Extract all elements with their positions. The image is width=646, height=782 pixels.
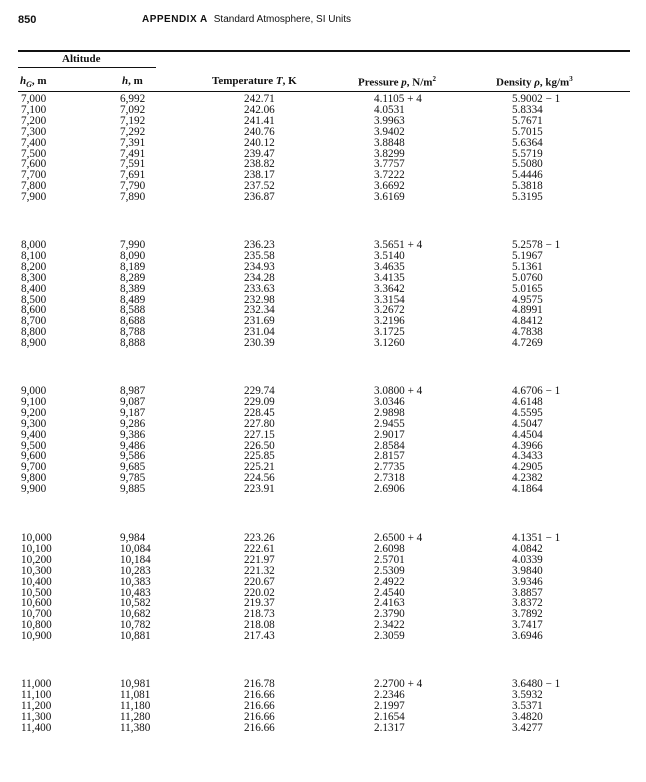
pressure-cell: 2.6098	[374, 542, 405, 555]
density-cell: 4.5595	[512, 406, 543, 419]
geopotential-altitude-cell: 10,084	[120, 542, 151, 555]
geometric-altitude-cell: 9,600	[21, 450, 47, 463]
geopotential-altitude-cell: 10,981	[120, 678, 151, 690]
pressure-cell: 2.2700 + 4	[374, 678, 423, 690]
header-temperature: Temperature T, K	[212, 75, 297, 87]
geometric-altitude-cell: 10,200	[21, 553, 52, 566]
geometric-altitude-cell: 8,800	[21, 326, 47, 339]
temperature-cell: 238.82	[244, 158, 275, 171]
density-cell: 3.8372	[512, 597, 543, 610]
geometric-altitude-cell: 7,600	[21, 158, 47, 171]
pressure-cell: 3.4635	[374, 260, 405, 273]
pressure-cell: 2.9898	[374, 406, 405, 419]
pressure-cell: 3.7757	[374, 158, 405, 171]
density-cell: 4.4504	[512, 428, 543, 441]
geopotential-altitude-cell: 8,588	[120, 304, 146, 317]
geopotential-altitude-cell: 8,489	[120, 293, 146, 306]
temperature-cell: 216.78	[244, 678, 275, 690]
density-cell: 5.1361	[512, 260, 543, 273]
page-header	[18, 14, 628, 30]
geopotential-altitude-cell: 6,992	[120, 93, 146, 105]
temperature-cell: 224.56	[244, 472, 275, 485]
temperature-cell: 222.61	[244, 542, 275, 555]
pressure-cell: 2.3059	[374, 630, 405, 643]
temperature-cell: 232.98	[244, 293, 275, 306]
density-cell: 5.0165	[512, 282, 543, 295]
density-cell: 3.9346	[512, 575, 543, 588]
geopotential-altitude-cell: 7,491	[120, 147, 146, 160]
geopotential-altitude-cell: 9,187	[120, 406, 146, 419]
temperature-cell: 223.26	[244, 532, 275, 544]
geopotential-altitude-cell: 9,685	[120, 461, 146, 474]
geopotential-altitude-cell: 10,782	[120, 619, 151, 632]
geometric-altitude-cell: 8,300	[21, 271, 47, 284]
density-cell: 5.3195	[512, 191, 543, 204]
geopotential-altitude-cell: 10,682	[120, 608, 151, 621]
pressure-cell: 3.3642	[374, 282, 405, 295]
geometric-altitude-cell: 11,400	[21, 721, 52, 734]
geopotential-altitude-cell: 8,788	[120, 326, 146, 339]
geometric-altitude-cell: 11,300	[21, 710, 52, 723]
geopotential-altitude-cell: 8,987	[120, 385, 146, 397]
density-cell: 3.7417	[512, 619, 543, 632]
pressure-cell: 4.0531	[374, 103, 405, 116]
geometric-altitude-cell: 10,600	[21, 597, 52, 610]
density-cell: 3.6480 − 1	[512, 678, 561, 690]
pressure-cell: 2.3790	[374, 608, 405, 621]
density-cell: 4.3966	[512, 439, 543, 452]
pressure-cell: 3.7222	[374, 169, 405, 182]
temperature-cell: 229.74	[244, 385, 275, 397]
temperature-cell: 216.66	[244, 688, 275, 701]
geopotential-altitude-cell: 7,292	[120, 125, 146, 138]
geometric-altitude-cell: 10,400	[21, 575, 52, 588]
temperature-cell: 218.73	[244, 608, 275, 621]
appendix-label: APPENDIX A	[142, 14, 208, 25]
temperature-cell: 226.50	[244, 439, 275, 452]
header-geopotential-altitude: h, m	[122, 75, 143, 87]
geometric-altitude-cell: 8,500	[21, 293, 47, 306]
geometric-altitude-cell: 7,700	[21, 169, 47, 182]
geopotential-altitude-cell: 7,192	[120, 114, 146, 127]
geopotential-altitude-cell: 8,389	[120, 282, 146, 295]
density-cell: 4.0339	[512, 553, 543, 566]
temperature-cell: 219.37	[244, 597, 275, 610]
temperature-cell: 242.71	[244, 93, 275, 105]
pressure-cell: 2.8584	[374, 439, 405, 452]
geometric-altitude-cell: 8,900	[21, 337, 47, 350]
temperature-cell: 237.52	[244, 180, 275, 193]
temperature-cell: 236.23	[244, 239, 275, 251]
pressure-cell: 3.6692	[374, 180, 405, 193]
density-cell: 3.4277	[512, 721, 543, 734]
geometric-altitude-cell: 9,900	[21, 483, 47, 496]
temperature-cell: 216.66	[244, 721, 275, 734]
density-cell: 4.6148	[512, 395, 543, 408]
temperature-cell: 240.12	[244, 136, 275, 149]
density-cell: 5.2578 − 1	[512, 239, 561, 251]
density-cell: 5.1967	[512, 249, 543, 262]
density-cell: 4.2382	[512, 472, 543, 485]
pressure-cell: 2.6906	[374, 483, 405, 496]
temperature-cell: 216.66	[244, 699, 275, 712]
temperature-cell: 228.45	[244, 406, 275, 419]
temperature-cell: 227.15	[244, 428, 275, 441]
geopotential-altitude-cell: 10,582	[120, 597, 151, 610]
geometric-altitude-cell: 9,200	[21, 406, 47, 419]
geometric-altitude-cell: 7,000	[21, 93, 47, 105]
density-cell: 5.7015	[512, 125, 543, 138]
header-geometric-altitude: $h_G$, m	[20, 75, 47, 90]
pressure-cell: 3.4135	[374, 271, 405, 284]
density-cell: 4.6706 − 1	[512, 385, 561, 397]
temperature-cell: 242.06	[244, 103, 275, 116]
temperature-cell: 221.97	[244, 553, 275, 566]
pressure-cell: 3.6169	[374, 191, 405, 204]
geometric-altitude-cell: 10,100	[21, 542, 52, 555]
pressure-cell: 2.8157	[374, 450, 405, 463]
geometric-altitude-cell: 11,000	[21, 678, 52, 690]
geopotential-altitude-cell: 9,486	[120, 439, 146, 452]
density-cell: 3.5371	[512, 699, 543, 712]
density-cell: 4.3433	[512, 450, 543, 463]
pressure-cell: 3.9402	[374, 125, 405, 138]
header-density: Density ρ, $kg/m^3$	[496, 75, 573, 89]
geometric-altitude-cell: 8,000	[21, 239, 47, 251]
geopotential-altitude-cell: 9,785	[120, 472, 146, 485]
geopotential-altitude-cell: 7,092	[120, 103, 146, 116]
density-cell: 5.6364	[512, 136, 543, 149]
geometric-altitude-cell: 9,700	[21, 461, 47, 474]
geometric-altitude-cell: 7,100	[21, 103, 47, 116]
pressure-cell: 3.1725	[374, 326, 405, 339]
temperature-cell: 230.39	[244, 337, 275, 350]
density-cell: 3.8857	[512, 586, 543, 599]
density-cell: 5.0760	[512, 271, 543, 284]
density-cell: 5.8334	[512, 103, 543, 116]
pressure-cell: 2.1997	[374, 699, 405, 712]
density-cell: 4.7269	[512, 337, 543, 350]
geometric-altitude-cell: 10,700	[21, 608, 52, 621]
geometric-altitude-cell: 7,500	[21, 147, 47, 160]
geopotential-altitude-cell: 7,391	[120, 136, 146, 149]
density-cell: 4.8412	[512, 315, 543, 328]
pressure-cell: 2.3422	[374, 619, 405, 632]
geometric-altitude-cell: 7,200	[21, 114, 47, 127]
pressure-cell: 3.0346	[374, 395, 405, 408]
geometric-altitude-cell: 8,700	[21, 315, 47, 328]
pressure-cell: 4.1105 + 4	[374, 93, 422, 105]
density-cell: 5.9002 − 1	[512, 93, 561, 105]
pressure-cell: 2.7735	[374, 461, 405, 474]
geopotential-altitude-cell: 9,586	[120, 450, 146, 463]
temperature-cell: 241.41	[244, 114, 275, 127]
density-cell: 4.8991	[512, 304, 543, 317]
geometric-altitude-cell: 9,100	[21, 395, 47, 408]
temperature-cell: 218.08	[244, 619, 275, 632]
temperature-cell: 221.32	[244, 564, 275, 577]
geometric-altitude-cell: 7,400	[21, 136, 47, 149]
geopotential-altitude-cell: 10,383	[120, 575, 151, 588]
pressure-cell: 2.4163	[374, 597, 405, 610]
geometric-altitude-cell: 10,900	[21, 630, 52, 643]
running-title	[142, 14, 351, 25]
geopotential-altitude-cell: 10,483	[120, 586, 151, 599]
temperature-cell: 232.34	[244, 304, 275, 317]
density-cell: 5.5080	[512, 158, 543, 171]
geopotential-altitude-cell: 7,691	[120, 169, 146, 182]
pressure-cell: 2.5309	[374, 564, 405, 577]
pressure-cell: 2.2346	[374, 688, 405, 701]
temperature-cell: 217.43	[244, 630, 275, 643]
geopotential-altitude-cell: 7,990	[120, 239, 146, 251]
geometric-altitude-cell: 9,800	[21, 472, 47, 485]
geopotential-altitude-cell: 11,180	[120, 699, 151, 712]
geometric-altitude-cell: 9,400	[21, 428, 47, 441]
table-top-rule	[18, 50, 630, 52]
geometric-altitude-cell: 10,000	[21, 532, 52, 544]
temperature-cell: 240.76	[244, 125, 275, 138]
geopotential-altitude-cell: 9,286	[120, 417, 146, 430]
density-cell: 3.9840	[512, 564, 543, 577]
geopotential-altitude-cell: 9,386	[120, 428, 146, 441]
pressure-cell: 2.6500 + 4	[374, 532, 423, 544]
geometric-altitude-cell: 9,300	[21, 417, 47, 430]
geometric-altitude-cell: 8,400	[21, 282, 47, 295]
pressure-cell: 3.9963	[374, 114, 405, 127]
temperature-cell: 235.58	[244, 249, 275, 262]
geopotential-altitude-cell: 10,184	[120, 553, 151, 566]
temperature-cell: 229.09	[244, 395, 275, 408]
pressure-cell: 3.1260	[374, 337, 405, 350]
pressure-cell: 2.1654	[374, 710, 405, 723]
altitude-group-rule	[18, 67, 156, 68]
pressure-cell: 2.9017	[374, 428, 405, 441]
geopotential-altitude-cell: 8,888	[120, 337, 146, 350]
altitude-group-label: Altitude	[62, 53, 101, 65]
geometric-altitude-cell: 8,100	[21, 249, 47, 262]
pressure-cell: 3.5651 + 4	[374, 239, 423, 251]
temperature-cell: 231.69	[244, 315, 275, 328]
pressure-cell: 3.8299	[374, 147, 405, 160]
pressure-cell: 2.1317	[374, 721, 405, 734]
density-cell: 4.7838	[512, 326, 543, 339]
temperature-cell: 223.91	[244, 483, 275, 496]
temperature-cell: 234.93	[244, 260, 275, 273]
pressure-cell: 3.0800 + 4	[374, 385, 423, 397]
geopotential-altitude-cell: 8,189	[120, 260, 146, 273]
geometric-altitude-cell: 7,300	[21, 125, 47, 138]
temperature-cell: 220.02	[244, 586, 275, 599]
geometric-altitude-cell: 11,200	[21, 699, 52, 712]
appendix-title: Standard Atmosphere, SI Units	[213, 14, 352, 25]
density-cell: 4.2905	[512, 461, 543, 474]
pressure-cell: 2.4922	[374, 575, 405, 588]
density-cell: 3.7892	[512, 608, 543, 621]
density-cell: 3.6946	[512, 630, 543, 643]
temperature-cell: 233.63	[244, 282, 275, 295]
page-number: 850	[18, 14, 37, 26]
geometric-altitude-cell: 8,200	[21, 260, 47, 273]
pressure-cell: 2.4540	[374, 586, 405, 599]
density-cell: 4.1351 − 1	[512, 532, 561, 544]
density-cell: 5.4446	[512, 169, 543, 182]
pressure-cell: 3.8848	[374, 136, 405, 149]
geometric-altitude-cell: 8,600	[21, 304, 47, 317]
temperature-cell: 225.21	[244, 461, 275, 474]
pressure-cell: 3.3154	[374, 293, 405, 306]
density-cell: 5.7671	[512, 114, 543, 127]
geometric-altitude-cell: 9,500	[21, 439, 47, 452]
header-bottom-rule	[18, 91, 630, 92]
temperature-cell: 216.66	[244, 710, 275, 723]
temperature-cell: 236.87	[244, 191, 275, 204]
geopotential-altitude-cell: 8,289	[120, 271, 146, 284]
geopotential-altitude-cell: 8,090	[120, 249, 146, 262]
density-cell: 4.9575	[512, 293, 543, 306]
geopotential-altitude-cell: 11,081	[120, 688, 151, 701]
temperature-cell: 220.67	[244, 575, 275, 588]
header-pressure: Pressure p, $N/m^2$	[358, 75, 436, 89]
geopotential-altitude-cell: 9,087	[120, 395, 146, 408]
density-cell: 4.5047	[512, 417, 543, 430]
geometric-altitude-cell: 10,500	[21, 586, 52, 599]
geopotential-altitude-cell: 9,885	[120, 483, 146, 496]
density-cell: 4.1864	[512, 483, 543, 496]
density-cell: 5.5719	[512, 147, 543, 160]
geometric-altitude-cell: 7,800	[21, 180, 47, 193]
temperature-cell: 231.04	[244, 326, 275, 339]
geopotential-altitude-cell: 11,380	[120, 721, 151, 734]
pressure-cell: 2.9455	[374, 417, 405, 430]
temperature-cell: 234.28	[244, 271, 275, 284]
geopotential-altitude-cell: 7,790	[120, 180, 146, 193]
pressure-cell: 3.2196	[374, 315, 405, 328]
temperature-cell: 227.80	[244, 417, 275, 430]
geopotential-altitude-cell: 7,591	[120, 158, 146, 171]
geopotential-altitude-cell: 9,984	[120, 532, 146, 544]
pressure-cell: 2.7318	[374, 472, 405, 485]
temperature-cell: 239.47	[244, 147, 275, 160]
geometric-altitude-cell: 9,000	[21, 385, 47, 397]
geopotential-altitude-cell: 7,890	[120, 191, 146, 204]
pressure-cell: 3.2672	[374, 304, 405, 317]
geometric-altitude-cell: 10,300	[21, 564, 52, 577]
geometric-altitude-cell: 11,100	[21, 688, 52, 701]
pressure-cell: 2.5701	[374, 553, 405, 566]
geometric-altitude-cell: 7,900	[21, 191, 47, 204]
density-cell: 4.0842	[512, 542, 543, 555]
geopotential-altitude-cell: 10,881	[120, 630, 151, 643]
geometric-altitude-cell: 10,800	[21, 619, 52, 632]
geopotential-altitude-cell: 8,688	[120, 315, 146, 328]
density-cell: 5.3818	[512, 180, 543, 193]
geopotential-altitude-cell: 11,280	[120, 710, 151, 723]
temperature-cell: 225.85	[244, 450, 275, 463]
pressure-cell: 3.5140	[374, 249, 405, 262]
geopotential-altitude-cell: 10,283	[120, 564, 151, 577]
density-cell: 3.4820	[512, 710, 543, 723]
temperature-cell: 238.17	[244, 169, 275, 182]
density-cell: 3.5932	[512, 688, 543, 701]
